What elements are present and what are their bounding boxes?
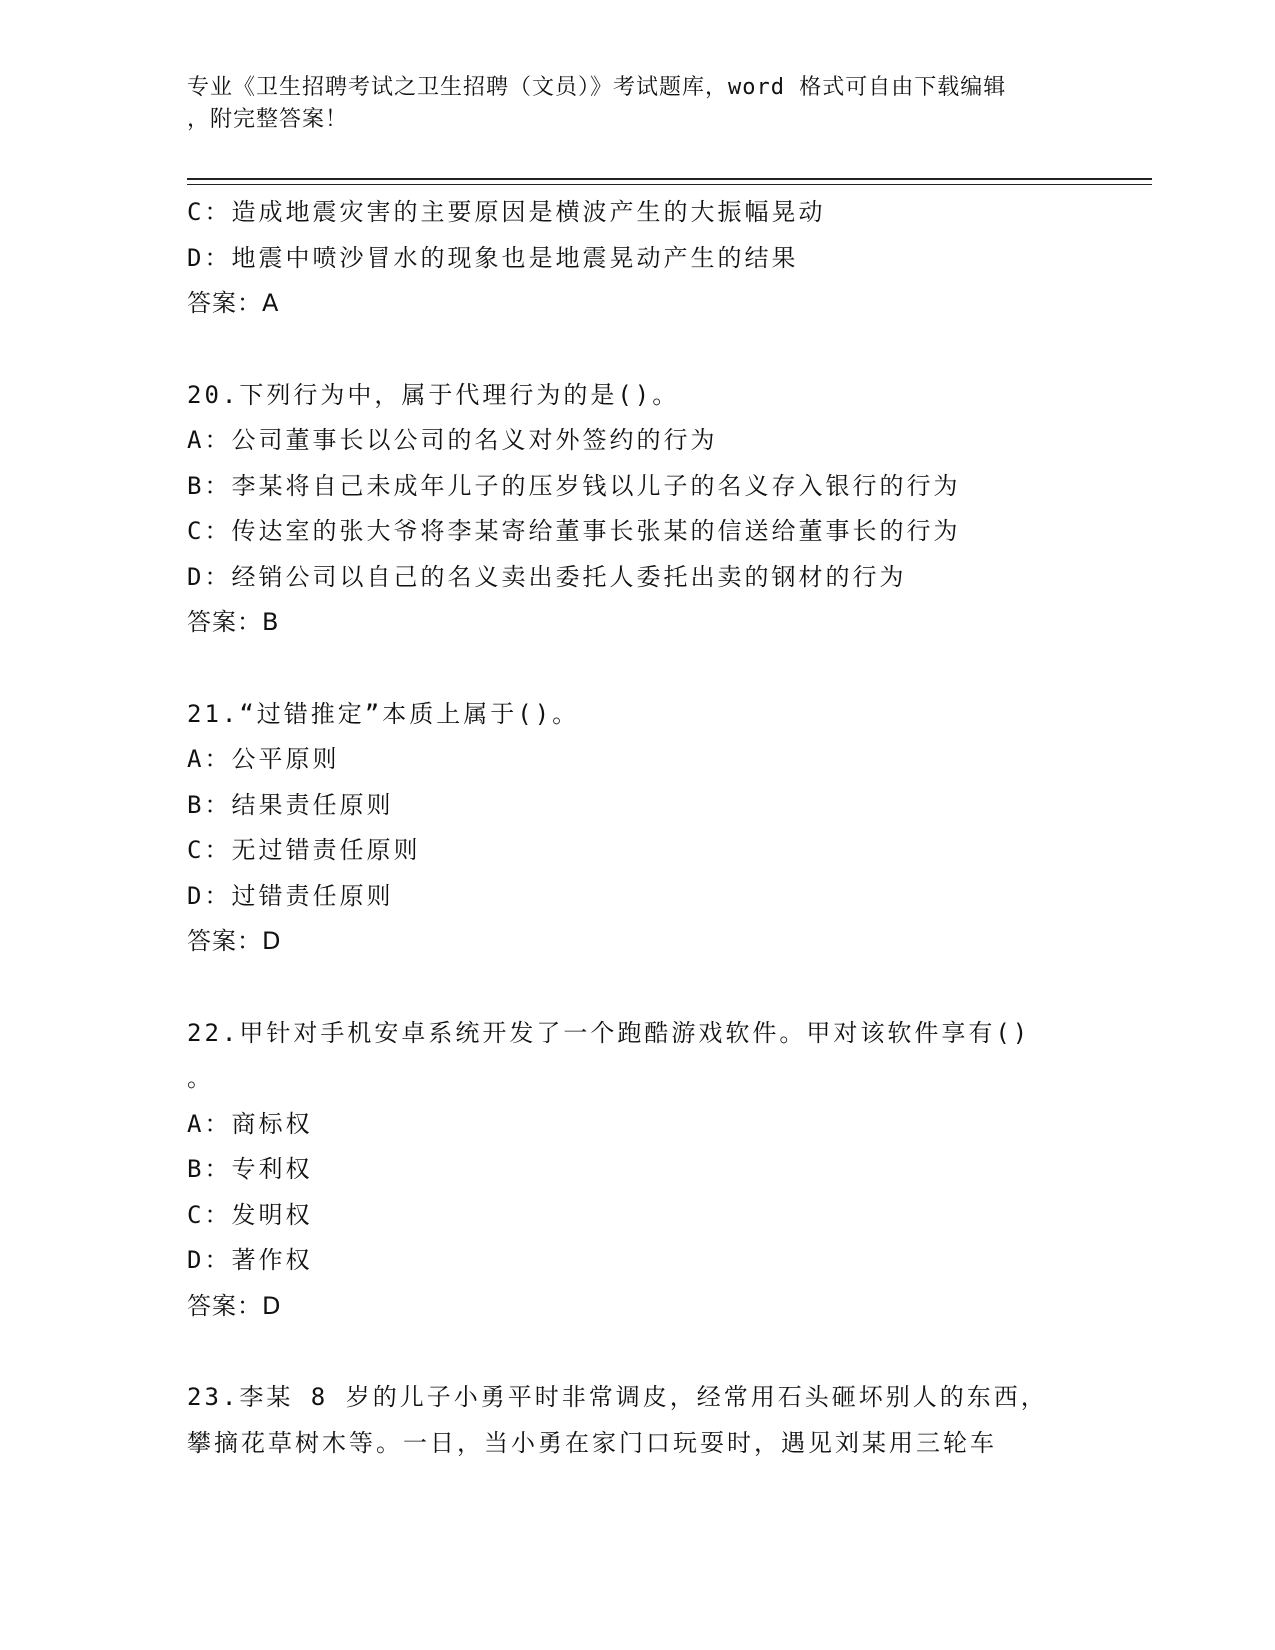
option-d: D：经销公司以自己的名义卖出委托人委托出卖的钢材的行为 xyxy=(187,562,907,591)
option-b: B：专利权 xyxy=(187,1155,313,1183)
option-b: B：李某将自己未成年儿子的压岁钱以儿子的名义存入银行的行为 xyxy=(187,471,961,500)
option-c: C：传达室的张大爷将李某寄给董事长张某的信送给董事长的行为 xyxy=(187,517,961,545)
header-divider-thick xyxy=(187,178,1152,180)
option-a: A：公平原则 xyxy=(187,745,340,773)
question-22 xyxy=(187,1011,1087,1330)
spacer xyxy=(187,1329,1087,1375)
answer: 答案：D xyxy=(187,927,282,955)
spacer xyxy=(187,646,1087,692)
question-21 xyxy=(187,692,1087,965)
option-d: D：过错责任原则 xyxy=(187,881,394,910)
question-stem-line-2: 攀摘花草树木等。一日，当小勇在家门口玩耍时，遇见刘某用三轮车 xyxy=(187,1428,997,1457)
option-c: C：造成地震灾害的主要原因是横波产生的大振幅晃动 xyxy=(187,198,826,226)
option-d: D：著作权 xyxy=(187,1246,313,1274)
question-stem-line-2: 。 xyxy=(187,1064,214,1092)
question-stem-line-1: 23.李某 8 岁的儿子小勇平时非常调皮，经常用石头砸坏别人的东西， xyxy=(187,1383,1048,1411)
option-a: A：公司董事长以公司的名义对外签约的行为 xyxy=(187,426,718,454)
question-23 xyxy=(187,1375,1087,1466)
header-line-2: ，附完整答案！ xyxy=(187,107,349,132)
document-header xyxy=(187,72,1067,136)
header-divider-thin xyxy=(187,184,1152,185)
answer: 答案：D xyxy=(187,1291,282,1320)
header-line-1: 专业《卫生招聘考试之卫生招聘（文员）》考试题库，word 格式可自由下载编辑 xyxy=(187,75,1007,100)
option-b: B：结果责任原则 xyxy=(187,790,394,819)
question-list xyxy=(187,190,1087,1466)
question-stem-line-1: 22.甲针对手机安卓系统开发了一个跑酷游戏软件。甲对该软件享有() xyxy=(187,1018,1031,1047)
question-stem: 20.下列行为中，属于代理行为的是()。 xyxy=(187,380,680,409)
option-a: A：商标权 xyxy=(187,1109,313,1138)
question-20 xyxy=(187,373,1087,646)
option-d: D：地震中喷沙冒水的现象也是地震晃动产生的结果 xyxy=(187,243,799,272)
answer: 答案：A xyxy=(187,289,280,317)
question-19 xyxy=(187,190,1087,327)
spacer xyxy=(187,327,1087,373)
question-stem: 21.“过错推定”本质上属于()。 xyxy=(187,699,580,728)
spacer xyxy=(187,965,1087,1011)
answer: 答案：B xyxy=(187,608,280,636)
option-c: C：无过错责任原则 xyxy=(187,836,421,864)
option-c: C：发明权 xyxy=(187,1200,313,1229)
